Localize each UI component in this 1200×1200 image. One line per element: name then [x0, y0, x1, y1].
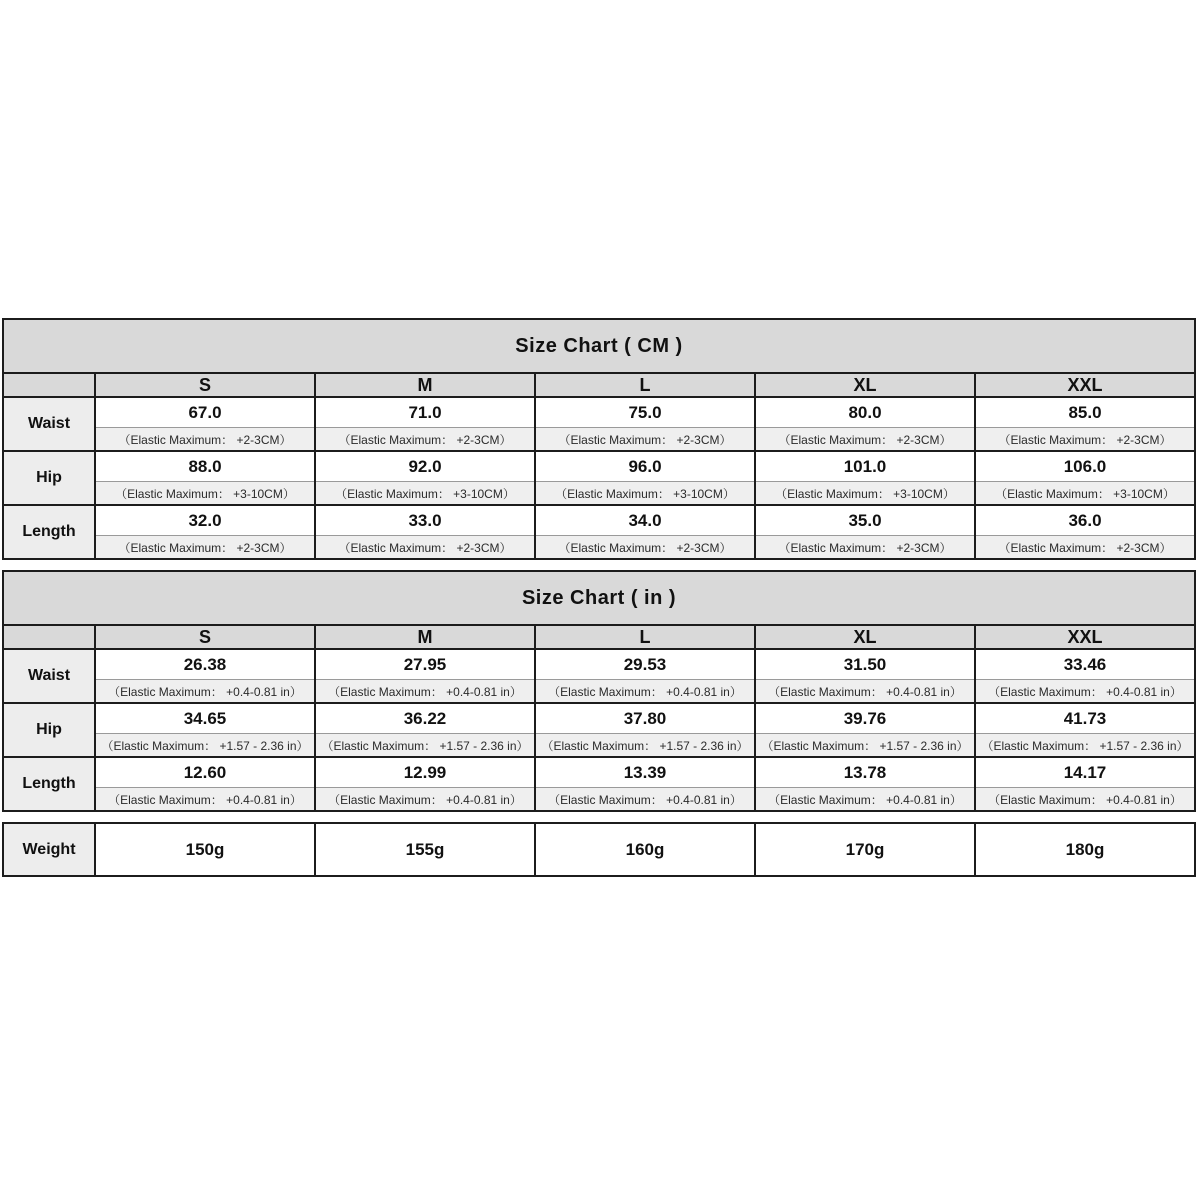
table-title-in: Size Chart ( in ) — [3, 571, 1195, 625]
table-row — [3, 451, 1195, 482]
table-row — [3, 703, 1195, 734]
elastic-note-row — [3, 482, 1195, 506]
measurement-value: 37.80 — [535, 703, 755, 734]
measurement-value: 34.65 — [95, 703, 315, 734]
row-label-length: Length — [3, 505, 95, 559]
size-header-row — [3, 625, 1195, 649]
measurement-value: 88.0 — [95, 451, 315, 482]
elastic-note: （Elastic Maximum： +2-3CM） — [315, 428, 535, 452]
measurement-value: 92.0 — [315, 451, 535, 482]
elastic-note: （Elastic Maximum： +0.4-0.81 in） — [535, 680, 755, 704]
elastic-note: （Elastic Maximum： +2-3CM） — [95, 428, 315, 452]
elastic-note-row — [3, 788, 1195, 812]
elastic-note: （Elastic Maximum： +0.4-0.81 in） — [975, 788, 1195, 812]
table-row — [3, 649, 1195, 680]
row-label-hip: Hip — [3, 703, 95, 757]
elastic-note: （Elastic Maximum： +0.4-0.81 in） — [315, 788, 535, 812]
measurement-value: 12.60 — [95, 757, 315, 788]
size-column-header-l: L — [535, 625, 755, 649]
elastic-note: （Elastic Maximum： +2-3CM） — [975, 536, 1195, 560]
size-column-header-xl: XL — [755, 373, 975, 397]
measurement-value: 29.53 — [535, 649, 755, 680]
weight-table — [2, 822, 1196, 877]
elastic-note-row — [3, 680, 1195, 704]
measurement-value: 13.78 — [755, 757, 975, 788]
elastic-note: （Elastic Maximum： +0.4-0.81 in） — [95, 680, 315, 704]
elastic-note: （Elastic Maximum： +1.57 - 2.36 in） — [315, 734, 535, 758]
measurement-value: 71.0 — [315, 397, 535, 428]
measurement-value: 96.0 — [535, 451, 755, 482]
row-label-length: Length — [3, 757, 95, 811]
measurement-value: 80.0 — [755, 397, 975, 428]
measurement-value: 14.17 — [975, 757, 1195, 788]
weight-value: 155g — [315, 823, 535, 876]
elastic-note-row — [3, 536, 1195, 560]
measurement-value: 35.0 — [755, 505, 975, 536]
elastic-note: （Elastic Maximum： +0.4-0.81 in） — [95, 788, 315, 812]
row-label-waist: Waist — [3, 649, 95, 703]
measurement-value: 34.0 — [535, 505, 755, 536]
measurement-value: 26.38 — [95, 649, 315, 680]
elastic-note: （Elastic Maximum： +2-3CM） — [755, 536, 975, 560]
elastic-note: （Elastic Maximum： +3-10CM） — [755, 482, 975, 506]
weight-value: 150g — [95, 823, 315, 876]
table-title-cm: Size Chart ( CM ) — [3, 319, 1195, 373]
elastic-note: （Elastic Maximum： +2-3CM） — [315, 536, 535, 560]
elastic-note: （Elastic Maximum： +1.57 - 2.36 in） — [95, 734, 315, 758]
elastic-note: （Elastic Maximum： +2-3CM） — [535, 428, 755, 452]
elastic-note-row — [3, 734, 1195, 758]
elastic-note: （Elastic Maximum： +0.4-0.81 in） — [975, 680, 1195, 704]
measurement-value: 36.0 — [975, 505, 1195, 536]
measurement-value: 13.39 — [535, 757, 755, 788]
measurement-value: 36.22 — [315, 703, 535, 734]
corner-cell — [3, 373, 95, 397]
elastic-note: （Elastic Maximum： +3-10CM） — [535, 482, 755, 506]
size-column-header-s: S — [95, 625, 315, 649]
elastic-note: （Elastic Maximum： +2-3CM） — [755, 428, 975, 452]
measurement-value: 27.95 — [315, 649, 535, 680]
size-chart-cm-table — [2, 318, 1196, 560]
elastic-note: （Elastic Maximum： +0.4-0.81 in） — [755, 788, 975, 812]
table-title-row — [3, 571, 1195, 625]
weight-value: 180g — [975, 823, 1195, 876]
elastic-note: （Elastic Maximum： +0.4-0.81 in） — [315, 680, 535, 704]
row-label-waist: Waist — [3, 397, 95, 451]
measurement-value: 39.76 — [755, 703, 975, 734]
measurement-value: 101.0 — [755, 451, 975, 482]
weight-value: 170g — [755, 823, 975, 876]
size-column-header-xxl: XXL — [975, 373, 1195, 397]
table-title-row — [3, 319, 1195, 373]
elastic-note: （Elastic Maximum： +0.4-0.81 in） — [535, 788, 755, 812]
corner-cell — [3, 625, 95, 649]
elastic-note: （Elastic Maximum： +3-10CM） — [315, 482, 535, 506]
size-column-header-s: S — [95, 373, 315, 397]
measurement-value: 85.0 — [975, 397, 1195, 428]
size-column-header-l: L — [535, 373, 755, 397]
elastic-note: （Elastic Maximum： +0.4-0.81 in） — [755, 680, 975, 704]
weight-row — [3, 823, 1195, 876]
size-chart-content — [2, 318, 1196, 877]
elastic-note: （Elastic Maximum： +2-3CM） — [535, 536, 755, 560]
size-column-header-xxl: XXL — [975, 625, 1195, 649]
elastic-note: （Elastic Maximum： +3-10CM） — [975, 482, 1195, 506]
elastic-note: （Elastic Maximum： +1.57 - 2.36 in） — [535, 734, 755, 758]
table-row — [3, 397, 1195, 428]
size-chart-in-table — [2, 570, 1196, 812]
measurement-value: 106.0 — [975, 451, 1195, 482]
row-label-hip: Hip — [3, 451, 95, 505]
measurement-value: 33.0 — [315, 505, 535, 536]
elastic-note: （Elastic Maximum： +2-3CM） — [95, 536, 315, 560]
size-header-row — [3, 373, 1195, 397]
table-row — [3, 757, 1195, 788]
elastic-note: （Elastic Maximum： +2-3CM） — [975, 428, 1195, 452]
elastic-note: （Elastic Maximum： +1.57 - 2.36 in） — [755, 734, 975, 758]
measurement-value: 67.0 — [95, 397, 315, 428]
elastic-note-row — [3, 428, 1195, 452]
measurement-value: 31.50 — [755, 649, 975, 680]
elastic-note: （Elastic Maximum： +3-10CM） — [95, 482, 315, 506]
measurement-value: 32.0 — [95, 505, 315, 536]
measurement-value: 41.73 — [975, 703, 1195, 734]
row-label-weight: Weight — [3, 823, 95, 876]
size-column-header-m: M — [315, 625, 535, 649]
measurement-value: 75.0 — [535, 397, 755, 428]
elastic-note: （Elastic Maximum： +1.57 - 2.36 in） — [975, 734, 1195, 758]
weight-value: 160g — [535, 823, 755, 876]
measurement-value: 12.99 — [315, 757, 535, 788]
table-row — [3, 505, 1195, 536]
size-column-header-m: M — [315, 373, 535, 397]
size-column-header-xl: XL — [755, 625, 975, 649]
measurement-value: 33.46 — [975, 649, 1195, 680]
